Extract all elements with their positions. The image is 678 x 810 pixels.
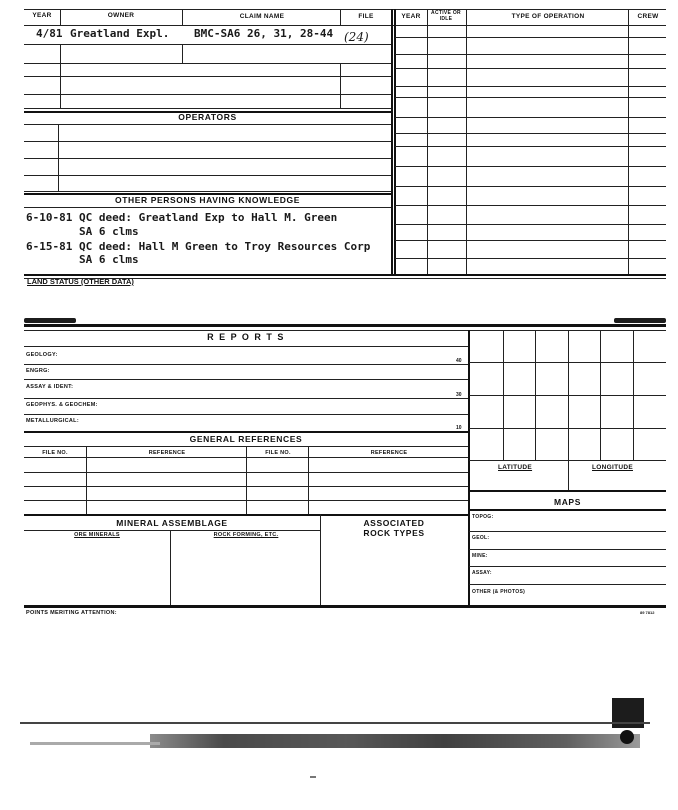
header-owner: OWNER bbox=[107, 12, 135, 19]
maps-geol: GEOL: bbox=[472, 535, 490, 541]
knowledge-entry-2-line1: 6-15-81 QC deed: Hall M Green to Troy Resources Corp bbox=[26, 240, 371, 253]
reports-metallurgical-code: 10 bbox=[456, 425, 462, 431]
claim-year: 4/81 bbox=[36, 27, 63, 40]
longitude-label: LONGITUDE bbox=[592, 464, 633, 471]
header-claim-name: CLAIM NAME bbox=[239, 13, 285, 20]
header-active-idle: ACTIVE OR IDLE bbox=[431, 10, 461, 22]
rock-forming-header: ROCK FORMING, ETC. bbox=[213, 532, 279, 538]
reports-metallurgical: METALLURGICAL: bbox=[26, 418, 79, 424]
knowledge-entry-1-line2: SA 6 clms bbox=[26, 225, 139, 238]
gen-ref-reference-2: REFERENCE bbox=[370, 450, 408, 456]
reports-assay: ASSAY & IDENT: bbox=[26, 384, 74, 390]
operators-title: OPERATORS bbox=[178, 112, 237, 122]
maps-title: MAPS bbox=[554, 497, 581, 507]
ore-minerals-header: ORE MINERALS bbox=[74, 532, 120, 538]
reports-geology-code: 40 bbox=[456, 358, 462, 364]
maps-mine: MINE: bbox=[472, 553, 488, 559]
mineral-assemblage-title: MINERAL ASSEMBLAGE bbox=[116, 518, 228, 528]
gen-ref-file-no-2: FILE NO. bbox=[265, 450, 291, 456]
claim-name: BMC-SA6 26, 31, 28-44 bbox=[194, 27, 334, 40]
associated-rock-types-line1: ASSOCIATED bbox=[363, 518, 425, 528]
reports-geology: GEOLOGY: bbox=[26, 352, 58, 358]
header-file: FILE bbox=[358, 13, 374, 20]
reports-title: R E P O R T S bbox=[207, 332, 285, 342]
reports-assay-code: 30 bbox=[456, 392, 462, 398]
reports-engrg: ENGRG: bbox=[26, 368, 50, 374]
maps-other: OTHER (& PHOTOS) bbox=[472, 589, 526, 595]
latitude-label: LATITUDE bbox=[498, 464, 533, 471]
maps-topog: TOPOG: bbox=[472, 514, 494, 520]
knowledge-title: OTHER PERSONS HAVING KNOWLEDGE bbox=[114, 195, 301, 205]
header-crew: CREW bbox=[637, 13, 659, 20]
header-year: YEAR bbox=[32, 12, 52, 19]
general-references-title: GENERAL REFERENCES bbox=[189, 434, 303, 444]
reports-geophys: GEOPHYS. & GEOCHEM: bbox=[26, 402, 98, 408]
header-ops-year: YEAR bbox=[401, 13, 421, 20]
gen-ref-file-no-1: FILE NO. bbox=[42, 450, 68, 456]
claim-file: (24) bbox=[344, 30, 369, 44]
points-meriting-attention: POINTS MERITING ATTENTION: bbox=[26, 610, 117, 616]
knowledge-entry-1-line1: 6-10-81 QC deed: Greatland Exp to Hall M. Green bbox=[26, 211, 338, 224]
gen-ref-reference-1: REFERENCE bbox=[148, 450, 186, 456]
land-status-label: LAND STATUS (OTHER DATA) bbox=[27, 277, 134, 286]
form-number: 89 7812 bbox=[640, 610, 655, 615]
claim-owner: Greatland Expl. bbox=[70, 27, 170, 40]
knowledge-entry-2-line2: SA 6 clms bbox=[26, 253, 139, 266]
header-type-of-operation: TYPE OF OPERATION bbox=[511, 13, 585, 20]
maps-assay: ASSAY: bbox=[472, 570, 492, 576]
associated-rock-types-line2: ROCK TYPES bbox=[363, 528, 425, 538]
